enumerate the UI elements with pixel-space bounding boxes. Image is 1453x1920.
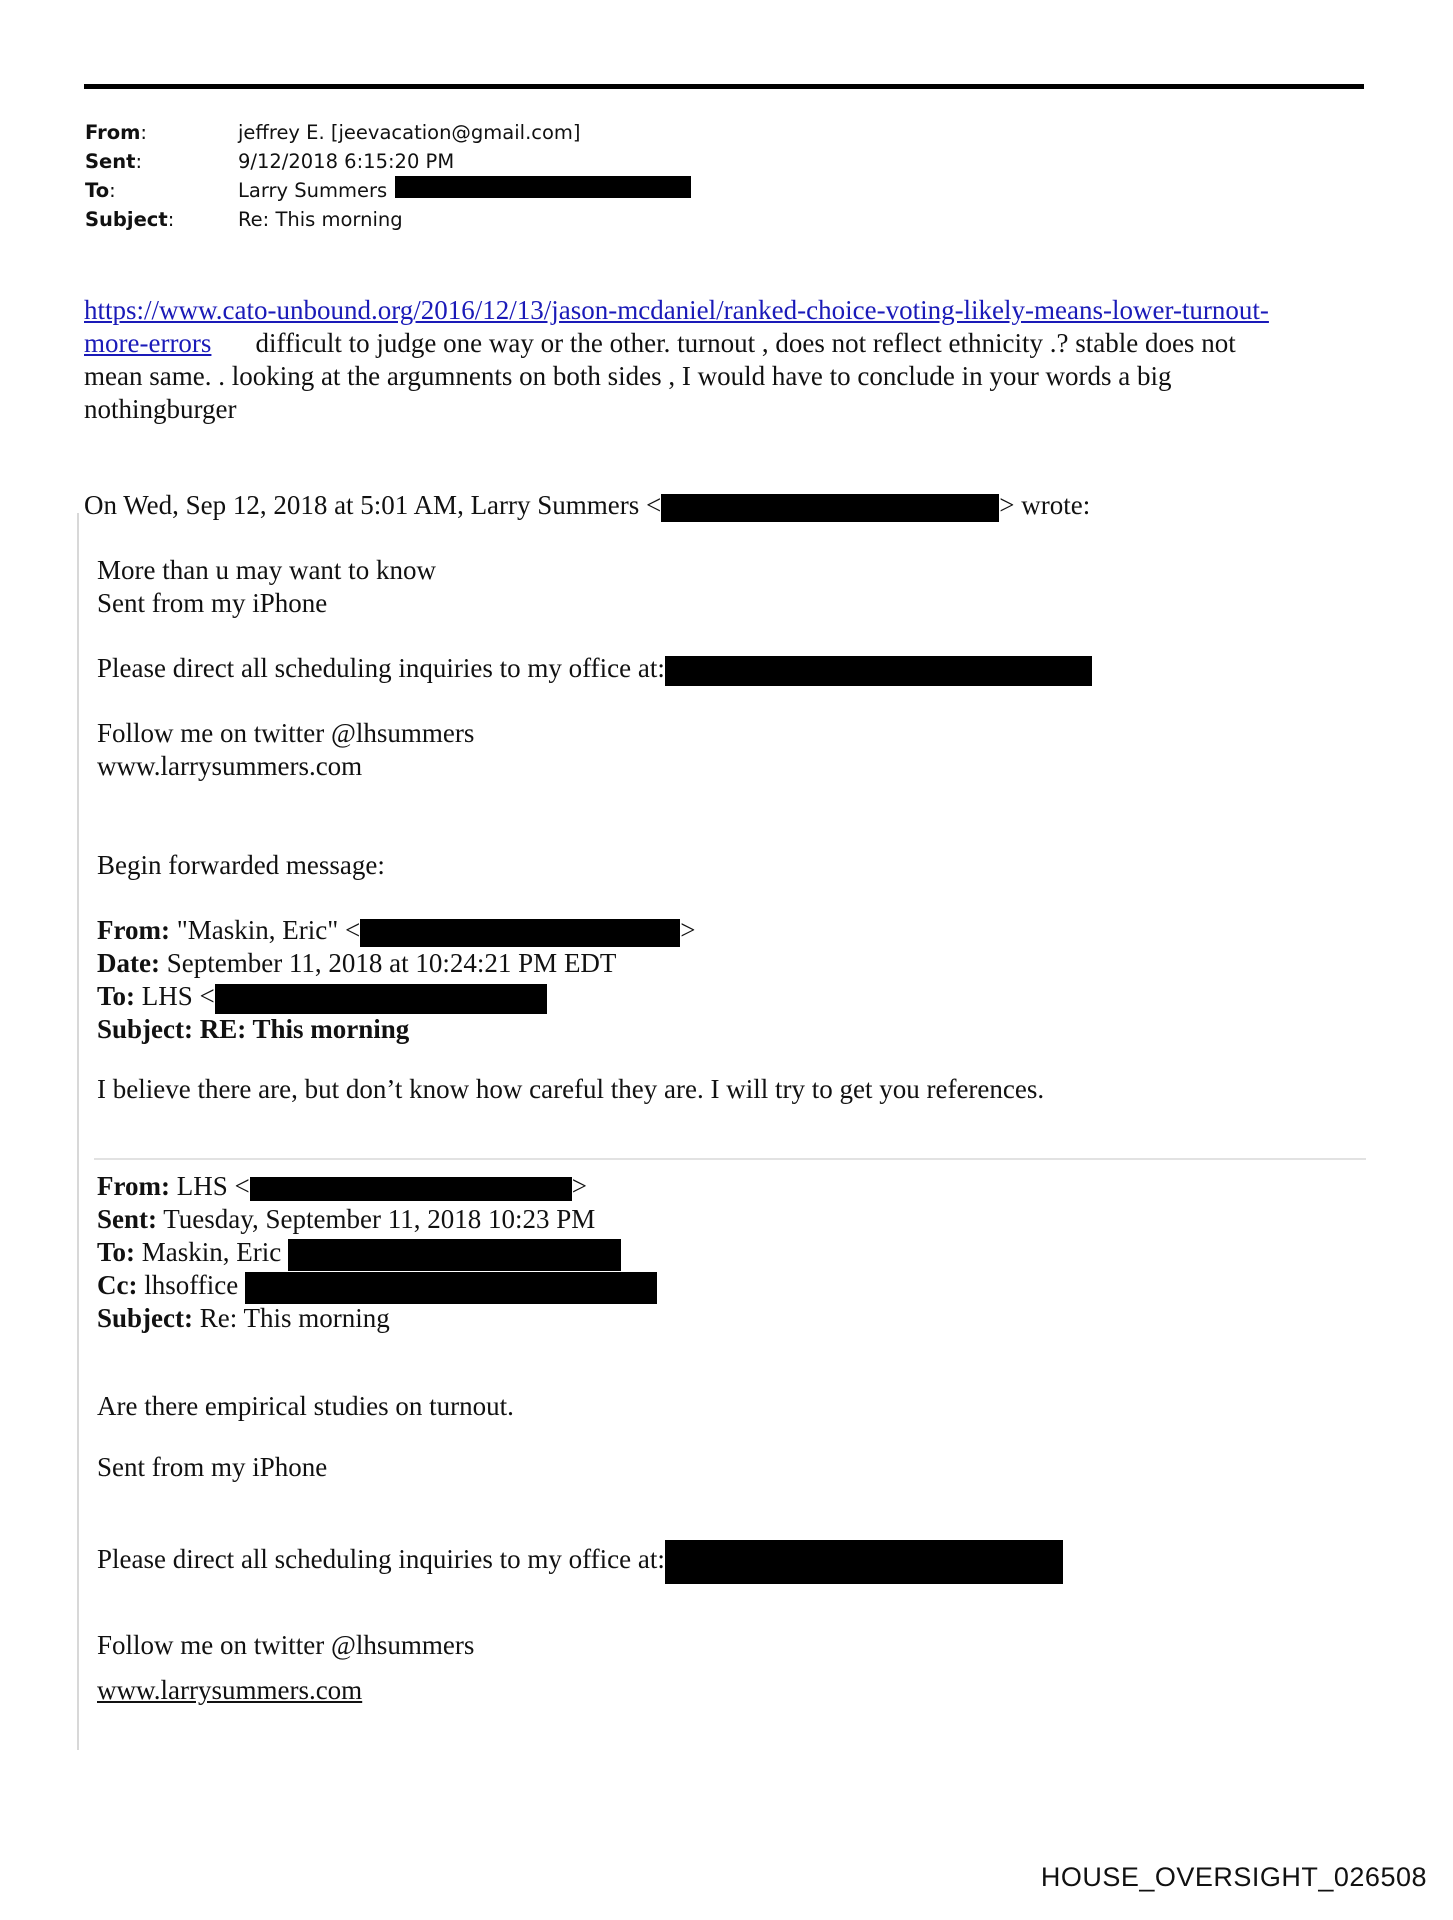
body-line-2 <box>84 327 1236 360</box>
orig-subject-label: Subject: <box>97 1303 193 1333</box>
fwd-to-label: To: <box>97 981 136 1011</box>
email-header <box>85 118 691 234</box>
redaction-box <box>215 984 547 1014</box>
quote-intro-text: On Wed, Sep 12, 2018 at 5:01 AM, Larry Summers < <box>84 490 662 520</box>
orig-sent-from: Sent from my iPhone <box>97 1452 328 1482</box>
header-sent-row <box>85 147 691 176</box>
fwd-from-row <box>97 914 695 947</box>
orig-sent-row <box>97 1203 595 1236</box>
redaction-box <box>288 1239 621 1271</box>
quoted-website: www.larrysummers.com <box>97 751 363 781</box>
redaction-box <box>395 176 691 198</box>
header-from-label: From: <box>85 121 147 144</box>
fwd-date-value: September 11, 2018 at 10:24:21 PM EDT <box>166 948 617 978</box>
cato-link-continued[interactable]: more-errors <box>84 328 212 358</box>
fwd-from-gt: > <box>680 915 696 945</box>
orig-to-value: Maskin, Eric <box>141 1237 282 1267</box>
orig-from-row <box>97 1170 587 1203</box>
redaction-box <box>245 1272 657 1304</box>
fwd-to-row <box>97 980 547 1014</box>
orig-from-gt: > <box>571 1171 587 1201</box>
header-subject-row <box>85 205 691 234</box>
header-subject-label: Subject: <box>85 208 175 231</box>
separator-line <box>94 1158 1366 1160</box>
orig-from-value: LHS < <box>176 1171 250 1201</box>
header-to-value: Larry Summers <box>238 179 388 202</box>
fwd-date-row <box>97 947 616 980</box>
quote-bar <box>77 513 79 1750</box>
orig-scheduling <box>97 1540 1063 1584</box>
orig-cc-row <box>97 1269 657 1304</box>
website-link[interactable]: www.larrysummers.com <box>97 1675 363 1705</box>
quoted-twitter: Follow me on twitter @lhsummers <box>97 718 475 748</box>
body-line-4: nothingburger <box>84 394 237 424</box>
header-subject-value: Re: This morning <box>238 208 403 231</box>
quoted-scheduling-text: Please direct all scheduling inquiries to my office at: <box>97 653 665 683</box>
fwd-to-value: LHS < <box>141 981 215 1011</box>
orig-to-row <box>97 1236 621 1271</box>
header-from-row <box>85 118 691 147</box>
orig-website <box>97 1674 362 1707</box>
maskin-reply: I believe there are, but don’t know how careful they are. I will try to get you references. <box>97 1074 1045 1104</box>
top-rule <box>84 84 1364 89</box>
redaction-box <box>665 1540 1063 1584</box>
redaction-box <box>360 919 680 947</box>
orig-from-label: From: <box>97 1171 170 1201</box>
quoted-line-2: Sent from my iPhone <box>97 588 328 618</box>
quoted-line-1: More than u may want to know <box>97 555 436 585</box>
body-comment-1: difficult to judge one way or the other. turnout , does not reflect ethnicity .? stable does not <box>255 328 1236 358</box>
body-line-1 <box>84 294 1269 327</box>
bates-number: HOUSE_OVERSIGHT_026508 <box>1040 1862 1427 1892</box>
fwd-subject-row <box>97 1013 409 1046</box>
fwd-from-label: From: <box>97 915 170 945</box>
forwarded-label: Begin forwarded message: <box>97 850 385 880</box>
orig-question: Are there empirical studies on turnout. <box>97 1391 514 1421</box>
quoted-scheduling <box>97 652 1092 686</box>
orig-cc-value: lhsoffice <box>144 1270 239 1300</box>
orig-twitter: Follow me on twitter @lhsummers <box>97 1630 475 1660</box>
fwd-subject-value: RE: This morning <box>199 1014 410 1044</box>
header-from-value: jeffrey E. [jeevacation@gmail.com] <box>238 121 581 144</box>
quote-intro-end: > wrote: <box>999 490 1091 520</box>
redaction-box <box>661 494 999 522</box>
fwd-subject-label: Subject: <box>97 1014 193 1044</box>
fwd-from-value: "Maskin, Eric" < <box>176 915 361 945</box>
cato-link[interactable]: https://www.cato-unbound.org/2016/12/13/jason-mcdaniel/ranked-choice-voting-likely-means-lower-turnout- <box>84 295 1269 325</box>
orig-subject-row <box>97 1302 390 1335</box>
orig-sent-label: Sent: <box>97 1204 157 1234</box>
orig-scheduling-text: Please direct all scheduling inquiries to my office at: <box>97 1544 665 1575</box>
header-sent-label: Sent: <box>85 150 143 173</box>
fwd-date-label: Date: <box>97 948 160 978</box>
quote-intro <box>84 489 1090 522</box>
header-to-row <box>85 176 691 205</box>
orig-sent-value: Tuesday, September 11, 2018 10:23 PM <box>163 1204 596 1234</box>
body-line-3: mean same. . looking at the argumnents on both sides , I would have to conclude in your words a big <box>84 361 1172 391</box>
header-sent-value: 9/12/2018 6:15:20 PM <box>238 150 455 173</box>
redaction-box <box>250 1177 572 1201</box>
redaction-box <box>665 656 1092 686</box>
orig-subject-value: Re: This morning <box>199 1303 390 1333</box>
header-to-label: To: <box>85 179 116 202</box>
orig-cc-label: Cc: <box>97 1270 138 1300</box>
orig-to-label: To: <box>97 1237 136 1267</box>
